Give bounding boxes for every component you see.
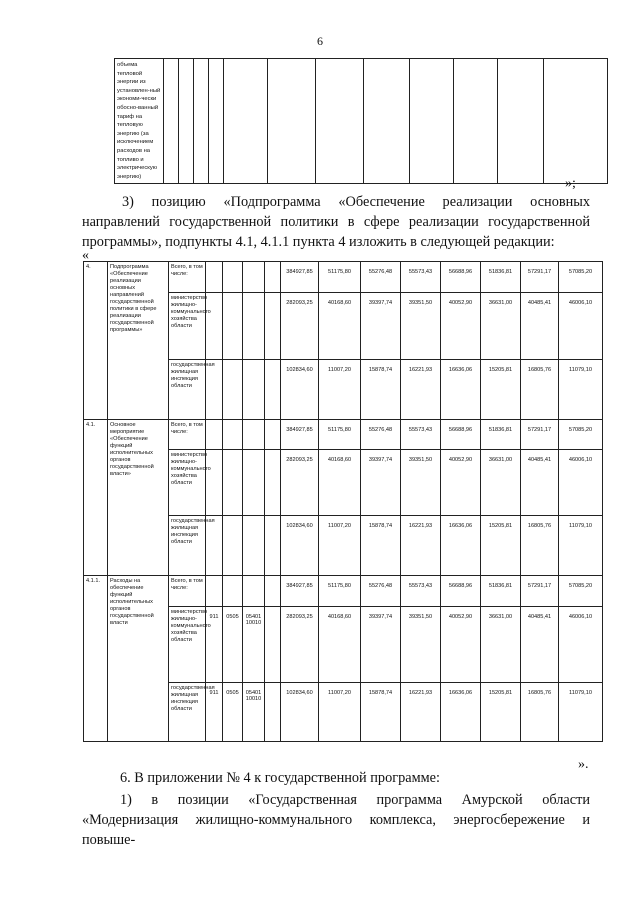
value-cell: 46006,10 — [559, 450, 603, 516]
value-cell: 46006,10 — [559, 293, 603, 360]
value-cell: 51836,81 — [481, 262, 521, 293]
code-cell — [243, 576, 265, 607]
closing-quote: »; — [565, 176, 576, 191]
value-cell: 16221,93 — [401, 516, 441, 576]
code-cell — [265, 516, 281, 576]
code-cell: 0505 — [223, 683, 243, 742]
code-cell — [206, 360, 223, 420]
value-cell: 11007,20 — [319, 683, 361, 742]
subprogram-table — [83, 261, 603, 742]
item-number: 4. — [84, 262, 108, 420]
value-cell: 57085,20 — [559, 420, 603, 450]
item-number: 4.1. — [84, 420, 108, 576]
code-cell: 911 — [206, 683, 223, 742]
value-cell: 39397,74 — [361, 450, 401, 516]
value-cell: 15878,74 — [361, 516, 401, 576]
value-cell: 15878,74 — [361, 360, 401, 420]
value-cell: 56688,96 — [441, 262, 481, 293]
table-row — [84, 576, 603, 607]
code-cell: 911 — [206, 607, 223, 683]
code-cell: 05401 10010 — [243, 607, 265, 683]
value-cell: 39397,74 — [361, 293, 401, 360]
value-cell: 56688,96 — [441, 420, 481, 450]
executor-cell: государственная жилищная инспекция области — [169, 683, 206, 742]
value-cell: 39351,50 — [401, 293, 441, 360]
value-cell: 102834,60 — [281, 360, 319, 420]
value-cell: 57291,17 — [521, 262, 559, 293]
value-cell: 16636,06 — [441, 683, 481, 742]
value-cell: 11007,20 — [319, 516, 361, 576]
code-cell — [265, 360, 281, 420]
code-cell: 05401 10010 — [243, 683, 265, 742]
code-cell — [265, 420, 281, 450]
code-cell — [265, 683, 281, 742]
code-cell — [243, 420, 265, 450]
code-cell — [206, 420, 223, 450]
value-cell: 39351,50 — [401, 450, 441, 516]
paragraph-6-1: 1) в позиции «Государственная программа Амурской области «Модернизация жилищно-коммунального комплекса, энергосбережение и повыше- — [82, 792, 590, 848]
value-cell: 384927,85 — [281, 576, 319, 607]
value-cell: 55276,48 — [361, 420, 401, 450]
value-cell: 55573,43 — [401, 420, 441, 450]
code-cell — [223, 450, 243, 516]
continuation-table — [114, 58, 608, 184]
item-name: Основное мероприятие «Обеспечение функций исполнительных органов государственной власти» — [108, 420, 169, 576]
value-cell: 16805,76 — [521, 683, 559, 742]
value-cell: 11079,10 — [559, 360, 603, 420]
value-cell: 40168,60 — [319, 607, 361, 683]
item-number: 4.1.1. — [84, 576, 108, 742]
value-cell: 16805,76 — [521, 516, 559, 576]
value-cell: 282093,25 — [281, 293, 319, 360]
paragraph-3: 3) позицию «Подпрограмма «Обеспечение реализации основных направлений государственной политики в сфере реализации государственной программы», подпункты 4.1, 4.1.1 пункта 4 изложить в следующей редакции: — [82, 194, 590, 250]
code-cell — [206, 576, 223, 607]
value-cell: 40052,90 — [441, 450, 481, 516]
value-cell: 282093,25 — [281, 607, 319, 683]
code-cell — [206, 450, 223, 516]
value-cell: 282093,25 — [281, 450, 319, 516]
value-cell: 51836,81 — [481, 420, 521, 450]
closing-quote-2: ». — [578, 757, 589, 772]
code-cell — [243, 360, 265, 420]
table-row — [84, 262, 603, 293]
value-cell: 57291,17 — [521, 420, 559, 450]
value-cell: 11079,10 — [559, 683, 603, 742]
value-cell: 16221,93 — [401, 683, 441, 742]
value-cell: 46006,10 — [559, 607, 603, 683]
code-cell — [243, 516, 265, 576]
code-cell — [265, 576, 281, 607]
executor-cell: государственная жилищная инспекция области — [169, 516, 206, 576]
value-cell: 39397,74 — [361, 607, 401, 683]
value-cell: 40168,60 — [319, 450, 361, 516]
value-cell: 15205,81 — [481, 360, 521, 420]
value-cell: 384927,85 — [281, 262, 319, 293]
value-cell: 55276,48 — [361, 262, 401, 293]
item-name: Подпрограмма «Обеспечение реализации основных направлений государственной политики в сфере реализации государственной программы» — [108, 262, 169, 420]
value-cell: 40052,90 — [441, 293, 481, 360]
value-cell: 15205,81 — [481, 683, 521, 742]
code-cell — [223, 576, 243, 607]
value-cell: 102834,60 — [281, 516, 319, 576]
executor-cell: Всего, в том числе: — [169, 262, 206, 293]
page-number: 6 — [317, 34, 323, 48]
code-cell — [265, 607, 281, 683]
value-cell: 36631,00 — [481, 450, 521, 516]
code-cell — [223, 516, 243, 576]
value-cell: 16636,06 — [441, 516, 481, 576]
value-cell: 39351,50 — [401, 607, 441, 683]
code-cell — [243, 450, 265, 516]
value-cell: 40485,41 — [521, 450, 559, 516]
code-cell: 0505 — [223, 607, 243, 683]
code-cell — [206, 262, 223, 293]
value-cell: 16805,76 — [521, 360, 559, 420]
code-cell — [243, 293, 265, 360]
code-cell — [223, 262, 243, 293]
value-cell: 57291,17 — [521, 576, 559, 607]
value-cell: 55276,48 — [361, 576, 401, 607]
code-cell — [243, 262, 265, 293]
value-cell: 51175,80 — [319, 576, 361, 607]
value-cell: 55573,43 — [401, 262, 441, 293]
value-cell: 51175,80 — [319, 262, 361, 293]
value-cell: 40168,60 — [319, 293, 361, 360]
value-cell: 384927,85 — [281, 420, 319, 450]
value-cell: 51175,80 — [319, 420, 361, 450]
table-row — [84, 420, 603, 450]
value-cell: 55573,43 — [401, 576, 441, 607]
value-cell: 16636,06 — [441, 360, 481, 420]
code-cell — [265, 293, 281, 360]
value-cell: 57085,20 — [559, 262, 603, 293]
value-cell: 40052,90 — [441, 607, 481, 683]
code-cell — [223, 293, 243, 360]
value-cell: 57085,20 — [559, 576, 603, 607]
code-cell — [265, 450, 281, 516]
executor-cell: министерство жилищно-коммунального хозяйства области — [169, 293, 206, 360]
value-cell: 16221,93 — [401, 360, 441, 420]
value-cell: 56688,96 — [441, 576, 481, 607]
executor-cell: Всего, в том числе: — [169, 420, 206, 450]
code-cell — [206, 293, 223, 360]
code-cell — [206, 516, 223, 576]
executor-cell: государственная жилищная инспекция области — [169, 360, 206, 420]
executor-cell: Всего, в том числе: — [169, 576, 206, 607]
executor-cell: министерство жилищно-коммунального хозяйства области — [169, 450, 206, 516]
value-cell: 40485,41 — [521, 293, 559, 360]
value-cell: 11007,20 — [319, 360, 361, 420]
code-cell — [223, 420, 243, 450]
code-cell — [223, 360, 243, 420]
value-cell: 102834,60 — [281, 683, 319, 742]
item-name: Расходы на обеспечение функций исполнительных органов государственной власти — [108, 576, 169, 742]
value-cell: 36631,00 — [481, 293, 521, 360]
value-cell: 15205,81 — [481, 516, 521, 576]
top-table-description: объема тепловой энергии из установлен-ный экономи-чески обосно-ванный тариф на тепловую энергию (за исключением расходов на топливо и электрическую энергию) — [115, 59, 164, 184]
value-cell: 36631,00 — [481, 607, 521, 683]
paragraph-6: 6. В приложении № 4 к государственной программе: — [120, 770, 440, 786]
value-cell: 11079,10 — [559, 516, 603, 576]
value-cell: 15878,74 — [361, 683, 401, 742]
code-cell — [265, 262, 281, 293]
value-cell: 51836,81 — [481, 576, 521, 607]
value-cell: 40485,41 — [521, 607, 559, 683]
opening-quote: « — [82, 248, 89, 263]
executor-cell: министерство жилищно-коммунального хозяйства области — [169, 607, 206, 683]
